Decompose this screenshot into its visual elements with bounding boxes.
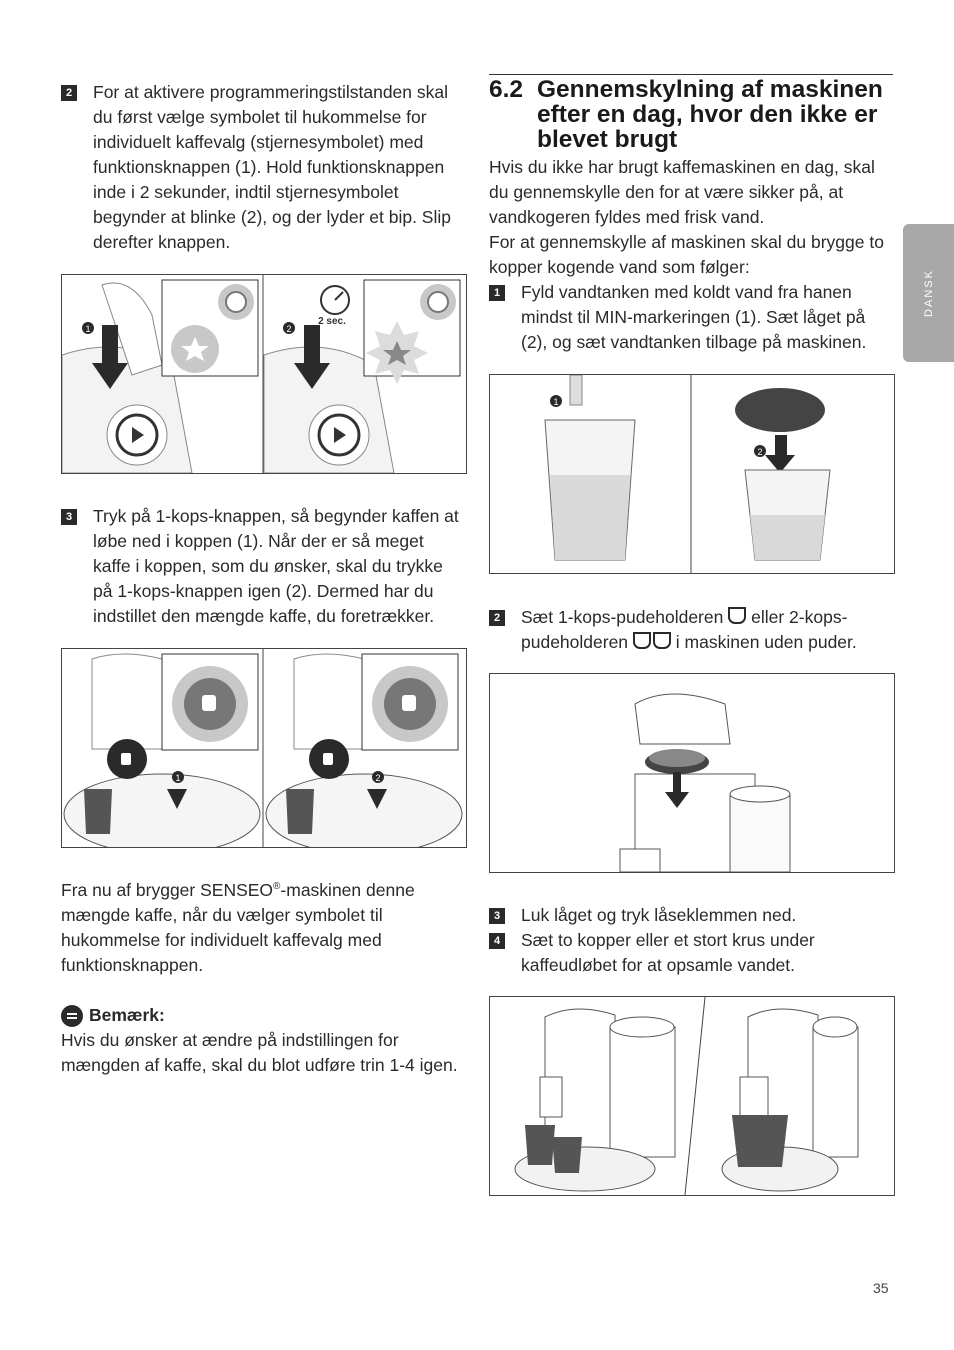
step-text: Luk låget og tryk låseklemmen ned.: [521, 905, 797, 925]
fig1-label-2: 2: [286, 324, 292, 334]
step-number: 2: [489, 610, 505, 626]
right-column-step2: [489, 605, 894, 655]
step-number: 3: [489, 908, 505, 924]
step-3-one-cup: [61, 504, 466, 629]
fig3-label-2: 2: [757, 447, 763, 457]
note-text: Hvis du ønsker at ændre på indstillingen for mængden af kaffe, skal du blot udføre trin 1-4 igen.: [61, 1030, 458, 1075]
step-number: 2: [61, 85, 77, 101]
fig1-timer: 2 sec.: [318, 316, 346, 327]
cups-illustration: [490, 997, 894, 1195]
step-4-place-cups: [489, 928, 894, 978]
fig2-label-2: 2: [375, 773, 381, 783]
one-cup-illustration: [62, 649, 466, 847]
note-block: [61, 1003, 466, 1078]
figure-water-tank: [489, 374, 895, 574]
step-2-pod-holder: 2 Sæt 1-kops-pudeholderen eller 2-kops-pudeholderen i maskinen uden puder.: [489, 605, 894, 655]
section-number: 6.2: [489, 76, 524, 103]
step-1-fill-tank: [489, 280, 894, 355]
section-heading: [489, 74, 893, 152]
figure-cups-under-spout: [489, 996, 895, 1196]
left-column-step3: [61, 504, 466, 629]
figure-program-mode: [61, 274, 467, 474]
step-3-close-lid: [489, 903, 894, 928]
step-number: 3: [61, 509, 77, 525]
one-cup-holder-icon: [728, 607, 746, 624]
page-number: 35: [873, 1280, 889, 1296]
step-text: Sæt to kopper eller et stort krus under kaffeudløbet for at opsamle vandet.: [521, 930, 815, 975]
language-tab: [903, 224, 954, 362]
program-mode-illustration: [62, 275, 466, 473]
step-text: Fyld vandtanken med koldt vand fra hanen mindst til MIN-markeringen (1). Sæt låget på (2), og sæt vandtanken tilbage på maskinen.: [521, 282, 867, 352]
right-column-steps-3-4: [489, 903, 894, 978]
note-icon: [61, 1005, 83, 1027]
two-cup-holder-icon: [633, 632, 651, 649]
fig1-label-1: 1: [85, 324, 91, 334]
step-number: 1: [489, 285, 505, 301]
language-label: DANSK: [922, 269, 935, 317]
fig3-label-1: 1: [553, 397, 559, 407]
step-number: 4: [489, 933, 505, 949]
section-title: Gennemskylning af maskinen efter en dag, hvor den ikke er blevet brugt: [537, 76, 883, 153]
step-text: Tryk på 1-kops-knappen, så begynder kaffen at løbe ned i koppen (1). Når der er så meget kaffe i koppen, som du ønsker, skal du trykke på 1-kops-knappen igen (2). Dermed har du indstillet den mængde kaffe, du foretrækker.: [93, 506, 459, 626]
right-column-intro: [489, 155, 894, 355]
step-2-activate: [61, 80, 466, 255]
figure-pod-holder: [489, 673, 895, 873]
left-column: [61, 80, 466, 255]
intro-paragraph-1: Hvis du ikke har brugt kaffemaskinen en dag, skal du gennemskylle den for at være sikker på, at vandkogeren fyldes med frisk vand.: [489, 157, 875, 227]
left-column-closing: [61, 878, 466, 1078]
note-title: Bemærk:: [89, 1005, 165, 1025]
step-text: For at aktivere programmeringstilstanden skal du først vælge symbolet til hukommelse for individuelt kaffevalg (stjernesymbolet) med funktionsknappen (1). Hold funktionsknappen inde i 2 sekunder, indtil stjernesymbolet begynder at blinke (2), og der lyder et bip. Slip derefter knappen.: [93, 82, 451, 252]
figure-one-cup-button: [61, 648, 467, 848]
water-tank-illustration: [490, 375, 894, 573]
intro-paragraph-2: For at gennemskylle af maskinen skal du brygge to kopper kogende vand som følger:: [489, 232, 884, 277]
pod-holder-illustration: [490, 674, 894, 872]
fig2-label-1: 1: [175, 773, 181, 783]
memory-paragraph: Fra nu af brygger SENSEO®-maskinen denne mængde kaffe, når du vælger symbolet til hukommelse for individuelt kaffevalg med funktionsknappen.: [61, 880, 415, 975]
